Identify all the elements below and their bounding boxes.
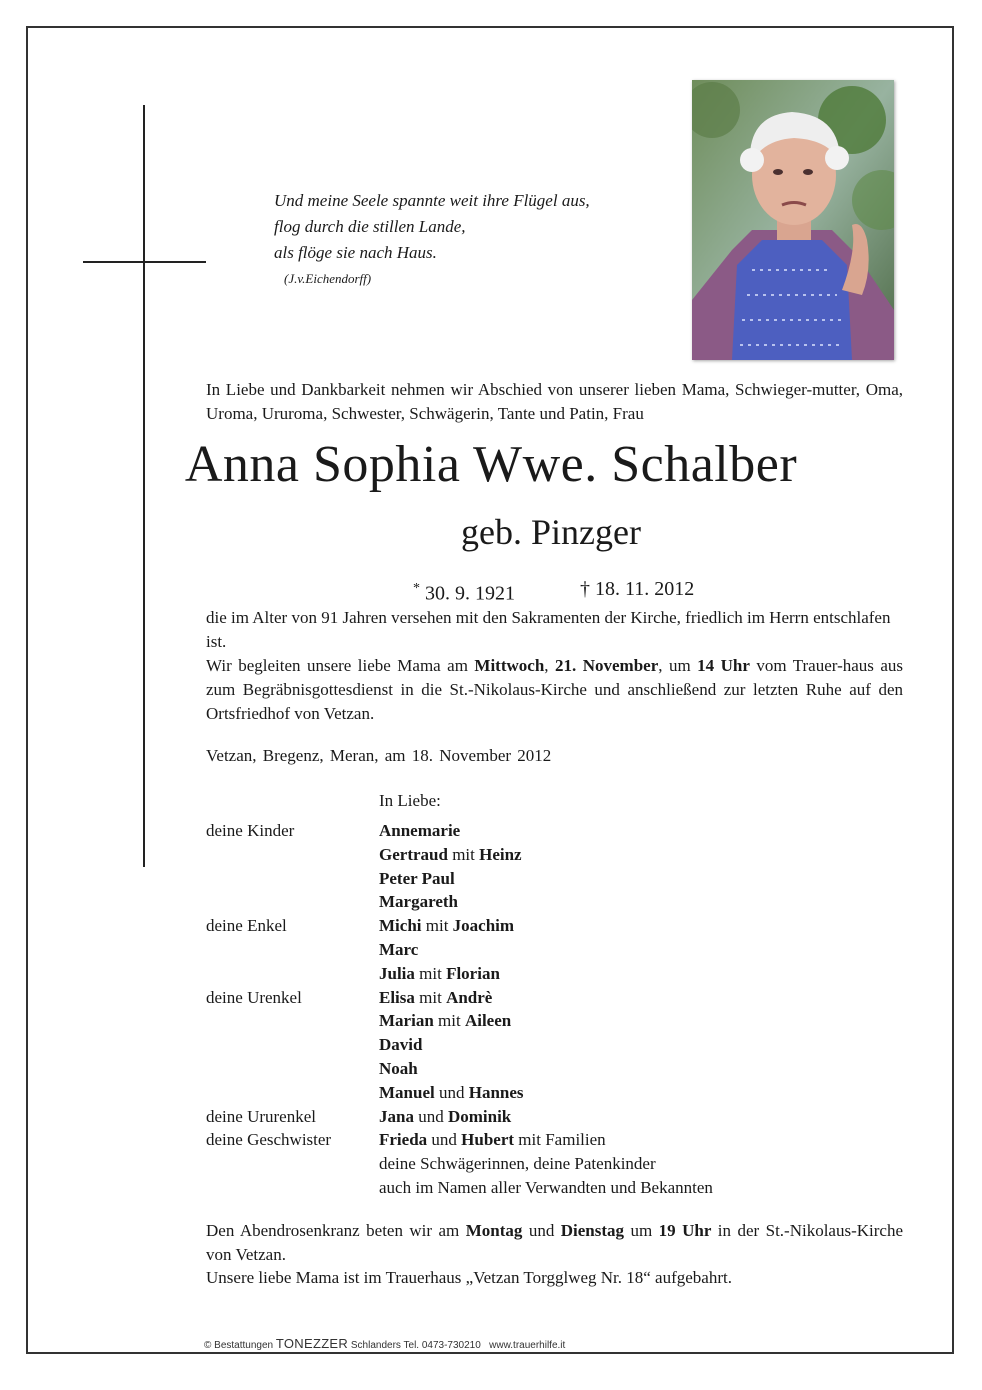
family-row — [206, 1081, 713, 1105]
funeral-day: Mittwoch — [474, 656, 545, 675]
family-names — [379, 1057, 418, 1081]
family-member-name: Peter Paul — [379, 868, 455, 888]
maiden-name: geb. Pinzger — [461, 512, 641, 552]
family-connector: und — [427, 1130, 462, 1150]
intro-text: In Liebe und Dankbarkeit nehmen wir Abschied von unserer lieben Mama, Schwieger-mutter, Oma, Uroma, Ururoma, Schwester, Schwägerin, Tante und Patin, Frau — [206, 380, 903, 423]
family-member-name: Frieda — [379, 1130, 428, 1150]
family-names — [379, 867, 455, 891]
family-member-name: Manuel — [379, 1082, 435, 1102]
family-member-name: Hubert — [461, 1130, 515, 1150]
family-row — [206, 1105, 713, 1129]
footer-location: Schlanders — [350, 1340, 401, 1351]
funeral-date: 21. November — [555, 656, 659, 675]
family-names — [379, 1081, 524, 1105]
family-connector: mit — [433, 1011, 465, 1031]
family-row — [206, 1009, 713, 1033]
family-names — [379, 938, 418, 962]
family-row — [206, 1033, 713, 1057]
family-relation — [206, 890, 379, 914]
funeral-text-part: , um — [658, 656, 698, 675]
rosary-text-part: in der St.-Nikolaus-Kirche von Vetzan. — [206, 1221, 903, 1264]
family-names — [379, 1105, 511, 1129]
family-names — [379, 1152, 656, 1176]
birth-date — [413, 576, 515, 607]
rosary-day: Montag — [465, 1221, 523, 1240]
family-row — [206, 962, 713, 986]
family-connector: mit — [414, 963, 447, 983]
family-relation — [206, 867, 379, 891]
family-relation: deine Ururenkel — [206, 1106, 316, 1126]
family-relation — [206, 843, 379, 867]
family-connector: deine Schwägerinnen, deine Patenkinder — [379, 1154, 656, 1174]
family-names — [379, 843, 522, 867]
family-member-name: Marc — [379, 939, 419, 959]
portrait-photo — [692, 80, 894, 360]
family-row — [206, 986, 713, 1010]
family-member-name: Heinz — [479, 844, 522, 864]
rosary-day: Dienstag — [560, 1221, 625, 1240]
family-member-name: Marian — [379, 1011, 434, 1031]
family-names — [379, 1033, 422, 1057]
family-member-name: David — [379, 1035, 423, 1055]
family-row — [206, 1152, 713, 1176]
family-member-name: Annemarie — [379, 821, 461, 840]
family-member-name: Florian — [446, 963, 500, 983]
family-row — [206, 1176, 713, 1200]
rosary-text-part: Den Abendrosenkranz beten wir am — [206, 1221, 466, 1240]
family-relation: deine Enkel — [206, 916, 287, 936]
quote-line: als flöge sie nach Haus. — [274, 243, 437, 262]
family-row — [206, 938, 713, 962]
family-relation — [206, 1152, 379, 1176]
family-connector: auch im Namen aller Verwandten und Bekannten — [379, 1177, 713, 1197]
in-love-label: In Liebe: — [379, 791, 441, 810]
family-names — [379, 914, 514, 938]
family-connector: und — [434, 1082, 469, 1102]
footer-copyright: © Bestattungen — [204, 1340, 274, 1351]
family-names — [379, 1128, 606, 1152]
birth-symbol: * — [413, 581, 420, 596]
family-row — [206, 843, 713, 867]
funeral-text-part: , — [544, 656, 555, 675]
family-member-name: Elisa — [379, 987, 415, 1007]
family-row — [206, 890, 713, 914]
family-row — [206, 1128, 713, 1152]
family-member-name: Andrè — [446, 987, 493, 1007]
footer-phone: Tel. 0473-730210 — [403, 1340, 481, 1351]
family-member-name: Michi — [379, 916, 422, 936]
family-relation — [206, 1033, 379, 1057]
family-names — [379, 890, 458, 914]
family-connector: mit — [421, 916, 453, 936]
footer-firm: TONEZZER — [275, 1336, 349, 1351]
family-names — [379, 819, 460, 843]
laid-out-text: Unsere liebe Mama ist im Trauerhaus „Vetzan Torgglweg Nr. 18“ aufgebahrt. — [206, 1268, 732, 1287]
family-connector: mit — [414, 987, 447, 1007]
rosary-text — [206, 1219, 903, 1267]
family-list — [206, 819, 713, 1200]
family-connector: und — [413, 1106, 448, 1126]
family-relation: deine Urenkel — [206, 987, 302, 1007]
family-names — [379, 1176, 713, 1200]
quote-block — [274, 188, 590, 292]
quote-line: flog durch die stillen Lande, — [274, 217, 466, 236]
funeral-time: 14 Uhr — [697, 656, 750, 675]
family-member-name: Joachim — [452, 916, 515, 936]
funeral-text-part: vom Trauer-haus aus zum Begräbnisgottesdienst in die St.-Nikolaus-Kirche und anschließend zur letzten Ruhe auf den Ortsfriedhof von Vetzan. — [206, 656, 904, 723]
family-member-name: Gertraud — [379, 844, 448, 864]
family-connector: mit — [447, 844, 480, 864]
funeral-text-part: Wir begleiten unsere liebe Mama am — [206, 656, 475, 675]
place-date: Vetzan, Bregenz, Meran, am 18. November 2012 — [206, 746, 552, 765]
family-names — [379, 962, 500, 986]
family-relation: deine Kinder — [206, 821, 295, 840]
death-date: † 18. 11. 2012 — [580, 578, 695, 600]
rosary-text-part: und — [522, 1221, 561, 1240]
family-row — [206, 819, 713, 843]
family-member-name: Aileen — [464, 1011, 512, 1031]
family-relation: deine Geschwister — [206, 1130, 332, 1150]
family-names — [379, 1009, 511, 1033]
footer — [204, 1336, 565, 1351]
family-names — [379, 986, 492, 1010]
family-relation — [206, 1081, 379, 1105]
quote-line: Und meine Seele spannte weit ihre Flügel aus, — [274, 191, 590, 210]
family-relation — [206, 1057, 379, 1081]
age-text: die im Alter von 91 Jahren versehen mit den Sakramenten der Kirche, friedlich im Herrn entschlafen ist. — [206, 608, 891, 651]
birth-date-value: 30. 9. 1921 — [425, 582, 515, 605]
family-relation — [206, 962, 379, 986]
family-member-name: Margareth — [379, 892, 458, 912]
family-relation — [206, 1176, 379, 1200]
footer-website: www.trauerhilfe.it — [489, 1340, 566, 1351]
funeral-text — [206, 654, 903, 726]
family-member-name: Hannes — [468, 1082, 524, 1102]
family-row — [206, 1057, 713, 1081]
family-relation — [206, 938, 379, 962]
family-member-name: Jana — [379, 1106, 414, 1126]
family-connector: mit Familien — [514, 1130, 606, 1150]
quote-author: (J.v.Eichendorff) — [284, 271, 372, 286]
family-member-name: Julia — [379, 963, 415, 983]
family-row — [206, 867, 713, 891]
rosary-time: 19 Uhr — [658, 1221, 712, 1240]
cross-horizontal-bar — [83, 261, 206, 263]
family-row — [206, 914, 713, 938]
rosary-text-part: um — [624, 1221, 659, 1240]
deceased-name: Anna Sophia Wwe. Schalber — [184, 436, 798, 493]
family-member-name: Noah — [379, 1058, 418, 1078]
family-relation — [206, 1009, 379, 1033]
family-member-name: Dominik — [447, 1106, 512, 1126]
